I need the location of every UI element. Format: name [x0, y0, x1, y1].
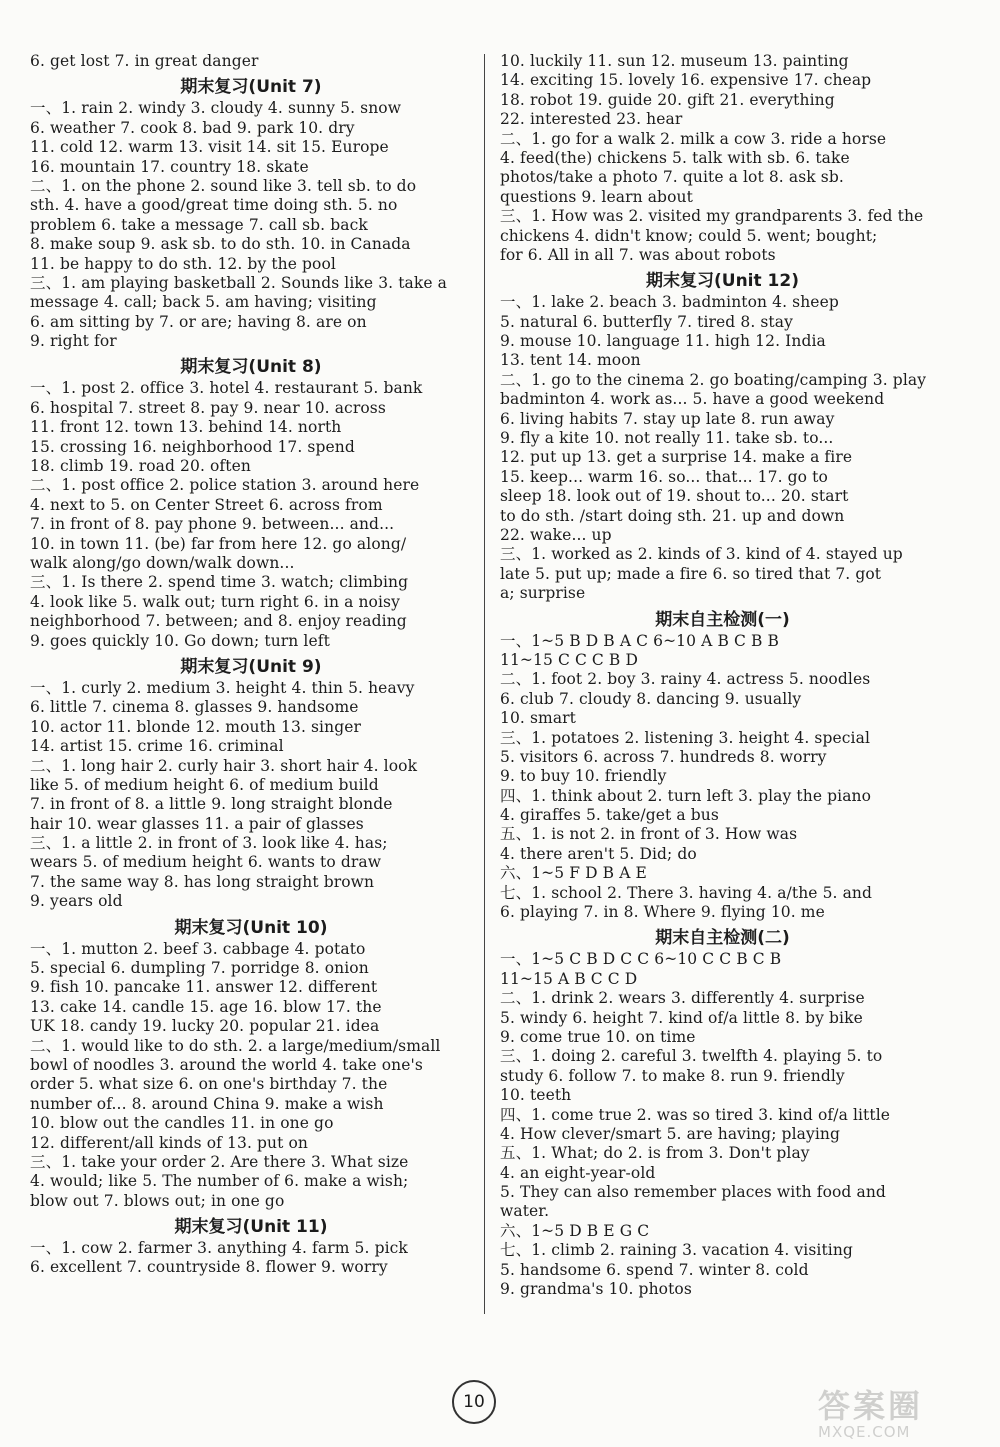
answer-line: number of... 8. around China 9. make a wish	[30, 1094, 384, 1113]
section-header: 期末复习(Unit 12)	[646, 271, 799, 292]
answer-line: 9. fish 10. pancake 11. answer 12. different	[30, 978, 378, 997]
answer-line: 15. crossing 16. neighborhood 17. spend	[30, 437, 355, 456]
answer-line: 15. keep... warm 16. so... that... 17. go to	[500, 467, 828, 486]
answer-line: water.	[500, 1202, 550, 1221]
answer-line: 18. climb 19. road 20. often	[30, 457, 251, 476]
answer-line: order 5. what size 6. on one's birthday 7. the	[30, 1075, 388, 1094]
answer-line: 5. natural 6. butterfly 7. tired 8. stay	[500, 312, 793, 331]
answer-line: 一、1. mutton 2. beef 3. cabbage 4. potato	[30, 939, 366, 958]
answer-line: 10. teeth	[500, 1086, 572, 1105]
section-header: 期末复习(Unit 7)	[180, 77, 322, 98]
answer-line: late 5. put up; made a fire 6. so tired that 7. got	[500, 564, 882, 583]
left-column	[30, 52, 472, 1278]
answer-line: 6. am sitting by 7. or are; having 8. are on	[30, 312, 367, 331]
answer-line: sleep 18. look out of 19. shout to... 20. start	[500, 487, 849, 506]
answer-line: 9. years old	[30, 892, 123, 911]
answer-line: 二、1. post office 2. police station 3. around here	[30, 476, 420, 495]
watermark-text: 答案圈	[818, 1387, 924, 1425]
answer-line: problem 6. take a message 7. call sb. back	[30, 215, 368, 234]
answer-line: 4. giraffes 5. take/get a bus	[500, 806, 719, 825]
answer-line: 9. fly a kite 10. not really 11. take sb. to...	[500, 429, 834, 448]
answer-line: 一、1~5 C B D C C 6~10 C C B C B	[500, 950, 782, 969]
answer-line: 4. feed(the) chickens 5. talk with sb. 6. take	[500, 148, 850, 167]
answer-line: neighborhood 7. between; and 8. enjoy reading	[30, 612, 407, 631]
answer-line: 一、1. post 2. office 3. hotel 4. restaurant 5. bank	[30, 379, 423, 398]
answer-line: 22. wake... up	[500, 525, 612, 544]
answer-line: 二、1. long hair 2. curly hair 3. short hair 4. look	[30, 756, 418, 775]
answer-line: 6. weather 7. cook 8. bad 9. park 10. dry	[30, 118, 355, 137]
answer-line: badminton 4. work as... 5. have a good weekend	[500, 390, 885, 409]
answer-line: 七、1. climb 2. raining 3. vacation 4. visiting	[500, 1241, 853, 1260]
answer-line: hair 10. wear glasses 11. a pair of glasses	[30, 814, 364, 833]
answer-line: 9. to buy 10. friendly	[500, 767, 667, 786]
answer-line: 三、1. am playing basketball 2. Sounds like 3. take a	[30, 273, 448, 292]
answer-line: blow out 7. blows out; in one go	[30, 1191, 285, 1210]
answer-line: 二、1. on the phone 2. sound like 3. tell sb. to do	[30, 176, 417, 195]
answer-line: photos/take a photo 7. quite a lot 8. ask sb.	[500, 168, 844, 187]
answer-line: a; surprise	[500, 584, 586, 603]
answer-line: sth. 4. have a good/great time doing sth. 5. no	[30, 196, 398, 215]
answer-line: for 6. All in all 7. was about robots	[500, 245, 776, 264]
section-header: 期末复习(Unit 11)	[174, 1217, 328, 1238]
answer-line: 三、1. worked as 2. kinds of 3. kind of 4. stayed up	[500, 545, 903, 564]
answer-line: 13. tent 14. moon	[500, 351, 641, 370]
answer-line: 七、1. school 2. There 3. having 4. a/the 5. and	[500, 883, 873, 902]
answer-line: 一、1. rain 2. windy 3. cloudy 4. sunny 5. snow	[30, 99, 402, 118]
answer-line: 9. goes quickly 10. Go down; turn left	[30, 631, 330, 650]
answer-line: 五、1. What; do 2. is from 3. Don't play	[500, 1144, 810, 1163]
answer-line: 9. mouse 10. language 11. high 12. India	[500, 332, 826, 351]
answer-line: 五、1. is not 2. in front of 3. How was	[500, 825, 798, 844]
answer-line: 11~15 C C C B D	[500, 650, 638, 669]
answer-line: 5. windy 6. height 7. kind of/a little 8. by bike	[500, 1008, 863, 1027]
watermark-logo	[818, 1388, 988, 1444]
section-header: 期末复习(Unit 8)	[180, 357, 322, 378]
answer-line: 六、1~5 D B E G C	[500, 1221, 650, 1240]
answer-line: 三、1. doing 2. careful 3. twelfth 4. playing 5. to	[500, 1047, 883, 1066]
answer-line: 11. cold 12. warm 13. visit 14. sit 15. Europe	[30, 138, 389, 157]
answer-line: 三、1. How was 2. visited my grandparents 3. fed the	[500, 207, 924, 226]
answer-line: 13. cake 14. candle 15. age 16. blow 17. the	[30, 997, 382, 1016]
answer-line: 四、1. think about 2. turn left 3. play the piano	[500, 786, 872, 805]
answer-line: 一、1~5 B D B A C 6~10 A B C B B	[500, 631, 779, 650]
answer-line: chickens 4. didn't know; could 5. went; bought;	[500, 226, 878, 245]
answer-line: 10. smart	[500, 709, 577, 728]
answer-line: 4. next to 5. on Center Street 6. across from	[30, 495, 383, 514]
answer-line: 6. little 7. cinema 8. glasses 9. handsome	[30, 698, 359, 717]
answer-line: 四、1. come true 2. was so tired 3. kind of/a little	[500, 1105, 891, 1124]
answer-line: 22. interested 23. hear	[500, 110, 683, 129]
answer-line: 5. visitors 6. across 7. hundreds 8. worry	[500, 747, 827, 766]
answer-line: 二、1. would like to do sth. 2. a large/medium/small	[30, 1036, 441, 1055]
column-divider	[484, 54, 485, 1314]
answer-line: wears 5. of medium height 6. wants to draw	[30, 853, 382, 872]
answer-line: 5. special 6. dumpling 7. porridge 8. onion	[30, 959, 369, 978]
answer-line: 6. club 7. cloudy 8. dancing 9. usually	[500, 689, 802, 708]
answer-line: 9. come true 10. on time	[500, 1027, 696, 1046]
answer-line: 6. excellent 7. countryside 8. flower 9. worry	[30, 1258, 388, 1277]
watermark-url: MXQE.COM	[818, 1423, 911, 1441]
answer-line: 二、1. go for a walk 2. milk a cow 3. ride a horse	[500, 129, 887, 148]
answer-line: 14. exciting 15. lovely 16. expensive 17. cheap	[500, 71, 872, 90]
section-header: 期末自主检测(二)	[655, 928, 790, 949]
answer-line: 14. artist 15. crime 16. criminal	[30, 737, 284, 756]
page-number: 10	[452, 1380, 496, 1424]
answer-line: 一、1. cow 2. farmer 3. anything 4. farm 5. pick	[30, 1239, 408, 1258]
answer-line: like 5. of medium height 6. of medium build	[30, 775, 379, 794]
answer-line: to do sth. /start doing sth. 21. up and down	[500, 506, 845, 525]
answer-line: 六、1~5 F D B A E	[500, 864, 647, 883]
answer-line: 10. actor 11. blonde 12. mouth 13. singer	[30, 717, 361, 736]
answer-line: 6. get lost 7. in great danger	[30, 52, 259, 70]
answer-line: UK 18. candy 19. lucky 20. popular 21. idea	[30, 1017, 380, 1036]
section-header: 期末复习(Unit 9)	[180, 656, 322, 677]
answer-line: 三、1. take your order 2. Are there 3. What size	[30, 1152, 409, 1171]
answer-line: 10. blow out the candles 11. in one go	[30, 1114, 334, 1133]
answer-line: 三、1. potatoes 2. listening 3. height 4. special	[500, 728, 871, 747]
answer-line: 二、1. foot 2. boy 3. rainy 4. actress 5. noodles	[500, 670, 871, 689]
answer-line: 12. different/all kinds of 13. put on	[30, 1133, 308, 1152]
answer-line: 6. playing 7. in 8. Where 9. flying 10. me	[500, 903, 825, 922]
answer-line: 三、1. a little 2. in front of 3. look like 4. has;	[30, 834, 388, 853]
answer-line: 11~15 A B C C D	[500, 969, 638, 988]
answer-line: 6. living habits 7. stay up late 8. run away	[500, 409, 835, 428]
answer-line: study 6. follow 7. to make 8. run 9. friendly	[500, 1066, 845, 1085]
answer-line: 7. in front of 8. a little 9. long straight blonde	[30, 795, 393, 814]
answer-line: 一、1. curly 2. medium 3. height 4. thin 5. heavy	[30, 678, 415, 697]
answer-line: 二、1. go to the cinema 2. go boating/camping 3. play	[500, 370, 927, 389]
section-header: 期末自主检测(一)	[655, 609, 790, 630]
section-header: 期末复习(Unit 10)	[174, 917, 328, 938]
answer-line: 18. robot 19. guide 20. gift 21. everything	[500, 90, 835, 109]
answer-line: 三、1. Is there 2. spend time 3. watch; climbing	[30, 573, 409, 592]
answer-line: 4. an eight-year-old	[500, 1163, 656, 1182]
answer-line: questions 9. learn about	[500, 187, 693, 206]
answer-line: message 4. call; back 5. am having; visiting	[30, 293, 377, 312]
answer-line: 16. mountain 17. country 18. skate	[30, 157, 309, 176]
answer-line: 4. look like 5. walk out; turn right 6. in a noisy	[30, 592, 400, 611]
answer-line: 7. the same way 8. has long straight brown	[30, 872, 375, 891]
answer-line: 7. in front of 8. pay phone 9. between... and...	[30, 515, 395, 534]
answer-line: 二、1. drink 2. wears 3. differently 4. surprise	[500, 989, 865, 1008]
answer-line: 5. handsome 6. spend 7. winter 8. cold	[500, 1260, 809, 1279]
answer-line: 10. in town 11. (be) far from here 12. go along/	[30, 534, 407, 553]
answer-line: 11. front 12. town 13. behind 14. north	[30, 418, 342, 437]
answer-line: 11. be happy to do sth. 12. by the pool	[30, 254, 336, 273]
answer-line: walk along/go down/walk down...	[30, 553, 295, 572]
answer-line: 9. right for	[30, 332, 117, 351]
answer-line: 10. luckily 11. sun 12. museum 13. painting	[500, 52, 849, 70]
answer-line: 4. would; like 5. The number of 6. make a wish;	[30, 1172, 409, 1191]
right-column	[500, 52, 945, 1299]
answer-line: 5. They can also remember places with food and	[500, 1183, 886, 1202]
answer-line: 12. put up 13. get a surprise 14. make a fire	[500, 448, 853, 467]
answer-line: 4. there aren't 5. Did; do	[500, 844, 697, 863]
answer-line: 8. make soup 9. ask sb. to do sth. 10. in Canada	[30, 235, 411, 254]
answer-line: 9. grandma's 10. photos	[500, 1280, 692, 1299]
answer-line: 6. hospital 7. street 8. pay 9. near 10. across	[30, 398, 386, 417]
answer-line: 一、1. lake 2. beach 3. badminton 4. sheep	[500, 293, 839, 312]
answer-line: 4. How clever/smart 5. are having; playing	[500, 1124, 840, 1143]
answer-line: bowl of noodles 3. around the world 4. take one's	[30, 1055, 423, 1074]
